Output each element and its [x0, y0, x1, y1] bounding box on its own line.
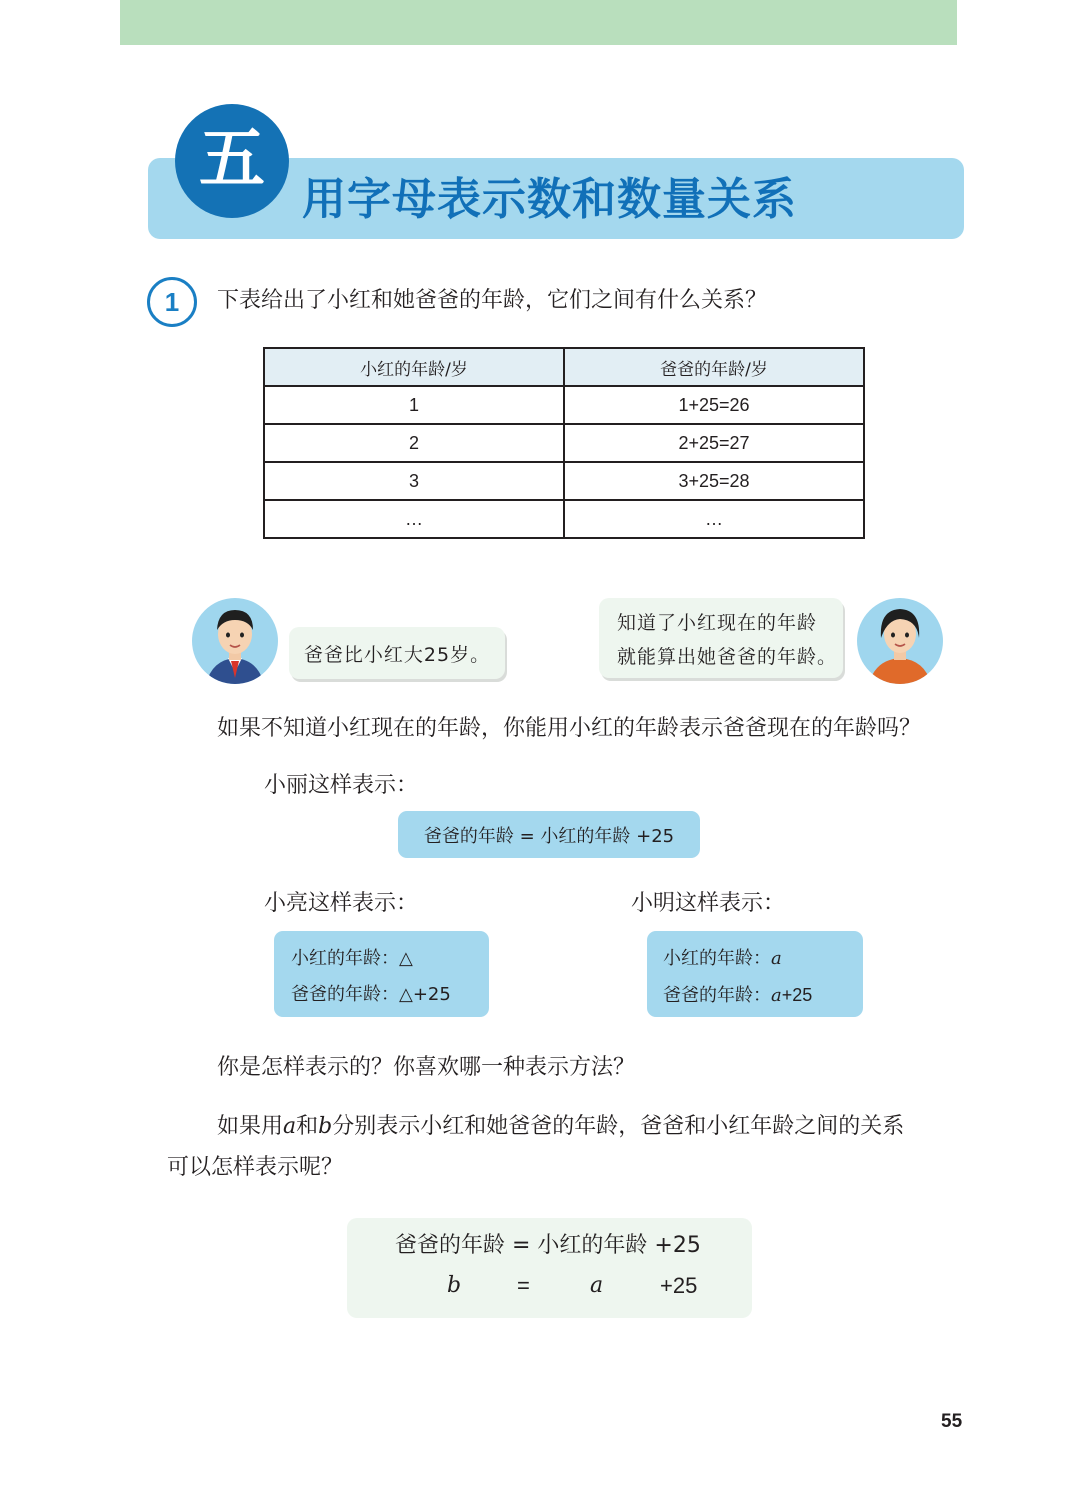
- girl-speech-line: 知道了小红现在的年龄: [617, 612, 818, 634]
- xiaoming-line-text: 爸爸的年龄：: [663, 985, 771, 1006]
- xiaoming-representation-box: [647, 931, 863, 1017]
- age-table: [263, 347, 865, 539]
- prompt3-text: 分别表示小红和她爸爸的年龄，爸爸和小红年龄之间的关系: [332, 1114, 905, 1139]
- table-row: [264, 424, 864, 462]
- table-header-row: [264, 348, 864, 386]
- xiaoming-line: [663, 977, 863, 1014]
- xiaoliang-line: 爸爸的年龄：△+25: [291, 984, 451, 1005]
- table-row: [264, 386, 864, 424]
- chapter-number-badge: [175, 104, 289, 218]
- page-number: 55: [941, 1411, 963, 1432]
- prompt3-text: 和: [296, 1114, 319, 1139]
- boy-speech-text: 爸爸比小红大25岁。: [303, 643, 491, 666]
- plus-25: +25: [781, 985, 813, 1005]
- top-decorative-band: [120, 0, 957, 45]
- prompt-paragraph-1: 如果不知道小红现在的年龄，你能用小红的年龄表示爸爸现在的年龄吗？: [217, 716, 922, 741]
- table-cell: …: [564, 500, 864, 538]
- equation-equals: =: [517, 1273, 530, 1298]
- variable-a: a: [771, 948, 782, 969]
- prompt-paragraph-3-line2: 可以怎样表示呢？: [167, 1155, 344, 1180]
- table-header-cell: 爸爸的年龄/岁: [564, 348, 864, 386]
- variable-b: b: [318, 1114, 333, 1139]
- xiaoming-label: 小明这样表示：: [631, 891, 786, 916]
- prompt3-text: 如果用: [217, 1114, 284, 1139]
- table-cell: 3: [264, 462, 564, 500]
- equation-words: 爸爸的年龄 = 小红的年龄 +25: [395, 1233, 701, 1258]
- girl-illustration: [857, 598, 943, 684]
- girl-avatar: [857, 598, 943, 684]
- girl-speech-bubble: [599, 598, 843, 678]
- table-cell: 1+25=26: [564, 386, 864, 424]
- equation-var-a: a: [590, 1273, 604, 1298]
- table-cell: …: [264, 500, 564, 538]
- table-header-cell: 小红的年龄/岁: [264, 348, 564, 386]
- equation-plus-25: +25: [660, 1273, 698, 1298]
- variable-a: a: [771, 985, 782, 1006]
- table-row: [264, 462, 864, 500]
- xiaoliang-label: 小亮这样表示：: [264, 891, 419, 916]
- xiaoliang-line: 小红的年龄：△: [291, 948, 413, 969]
- table-cell: 2+25=27: [564, 424, 864, 462]
- equation-box: [347, 1218, 752, 1318]
- equation-var-b: b: [447, 1273, 462, 1298]
- xiaoli-formula: 爸爸的年龄 = 小红的年龄 +25: [423, 825, 675, 847]
- question-text: 下表给出了小红和她爸爸的年龄，它们之间有什么关系？: [217, 288, 768, 313]
- boy-speech-bubble: [289, 627, 505, 679]
- girl-speech-line: 就能算出她爸爸的年龄。: [617, 646, 838, 668]
- table-cell: 2: [264, 424, 564, 462]
- table-cell: 1: [264, 386, 564, 424]
- boy-avatar: [192, 598, 278, 684]
- table-cell: 3+25=28: [564, 462, 864, 500]
- xiaoming-line-text: 小红的年龄：: [663, 948, 771, 969]
- xiaoming-line: [663, 941, 863, 977]
- question-number-badge: 1: [147, 277, 197, 327]
- chapter-title: 用字母表示数和数量关系: [302, 174, 797, 225]
- chapter-number: 五: [199, 119, 265, 197]
- boy-illustration: [192, 598, 278, 684]
- variable-a: a: [283, 1114, 297, 1139]
- xiaoliang-representation-box: [274, 931, 489, 1017]
- prompt-paragraph-3: [217, 1108, 904, 1146]
- xiaoli-label: 小丽这样表示：: [264, 773, 419, 798]
- table-row: [264, 500, 864, 538]
- xiaoli-formula-box: [398, 811, 700, 858]
- prompt-paragraph-2: 你是怎样表示的？你喜欢哪一种表示方法？: [217, 1055, 636, 1080]
